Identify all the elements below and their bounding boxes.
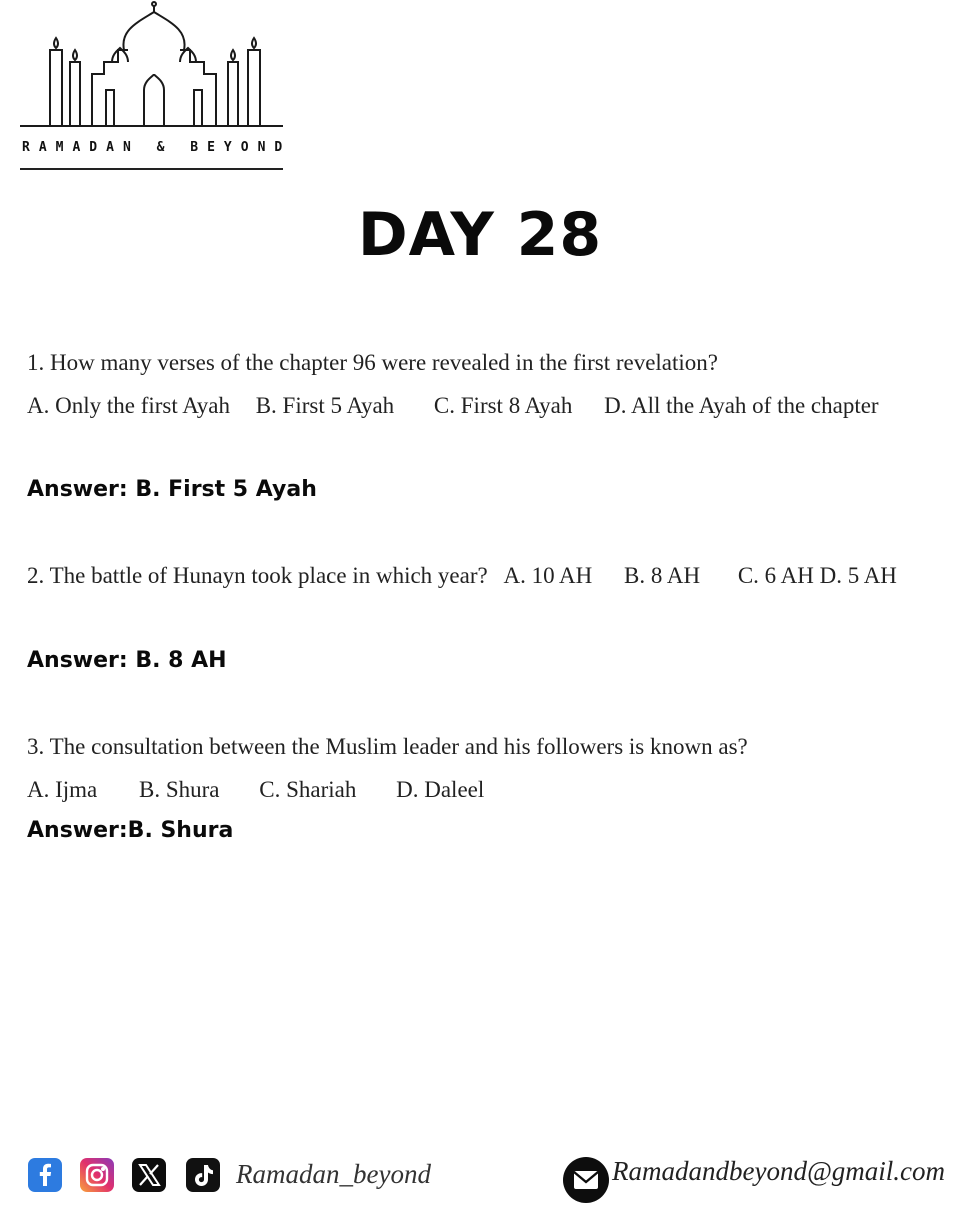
- brand-logo: [20, 0, 292, 175]
- question-3-answer: Answer:B. Shura: [27, 818, 234, 843]
- question-1-options: [27, 384, 937, 427]
- instagram-icon[interactable]: [80, 1158, 114, 1192]
- question-1: [27, 341, 937, 427]
- x-icon[interactable]: [132, 1158, 166, 1192]
- question-2-option-c: C. 6 AH: [737, 563, 814, 588]
- question-3-option-c: C. Shariah: [259, 777, 357, 802]
- question-2: [27, 554, 937, 597]
- question-3-options: [27, 768, 937, 811]
- social-handle[interactable]: Ramadan_beyond: [236, 1159, 431, 1189]
- facebook-icon[interactable]: [28, 1158, 62, 1192]
- page-title: DAY 28: [357, 200, 603, 270]
- question-1-option-b: B. First 5 Ayah: [255, 393, 395, 418]
- email-address[interactable]: Ramadandbeyond@gmail.com: [612, 1156, 946, 1186]
- question-1-option-d: D. All the Ayah of the chapter: [604, 393, 879, 418]
- logo-divider: [20, 168, 283, 170]
- question-1-answer: Answer: B. First 5 Ayah: [27, 477, 317, 502]
- question-2-answer: Answer: B. 8 AH: [27, 648, 227, 673]
- question-2-option-b: B. 8 AH: [624, 563, 701, 588]
- question-1-text: 1. How many verses of the chapter 96 were revealed in the first revelation?: [27, 350, 718, 375]
- footer: [0, 1150, 960, 1200]
- question-1-option-a: A. Only the first Ayah: [27, 393, 230, 418]
- question-2-text: 2. The battle of Hunayn took place in which year?: [27, 563, 488, 588]
- question-3-option-b: B. Shura: [139, 777, 220, 802]
- email-icon: [562, 1156, 610, 1204]
- question-3-option-a: A. Ijma: [27, 777, 98, 802]
- question-2-option-d: D. 5 AH: [819, 563, 897, 588]
- brand-name: RAMADAN & BEYOND: [22, 140, 292, 155]
- question-3-option-d: D. Daleel: [396, 777, 485, 802]
- question-2-option-a: A. 10 AH: [503, 563, 593, 588]
- tiktok-icon[interactable]: [186, 1158, 220, 1192]
- question-1-option-c: C. First 8 Ayah: [433, 393, 573, 418]
- question-3-text: 3. The consultation between the Muslim leader and his followers is known as?: [27, 734, 748, 759]
- mosque-candles-logo: [20, 0, 285, 135]
- question-3: [27, 725, 937, 811]
